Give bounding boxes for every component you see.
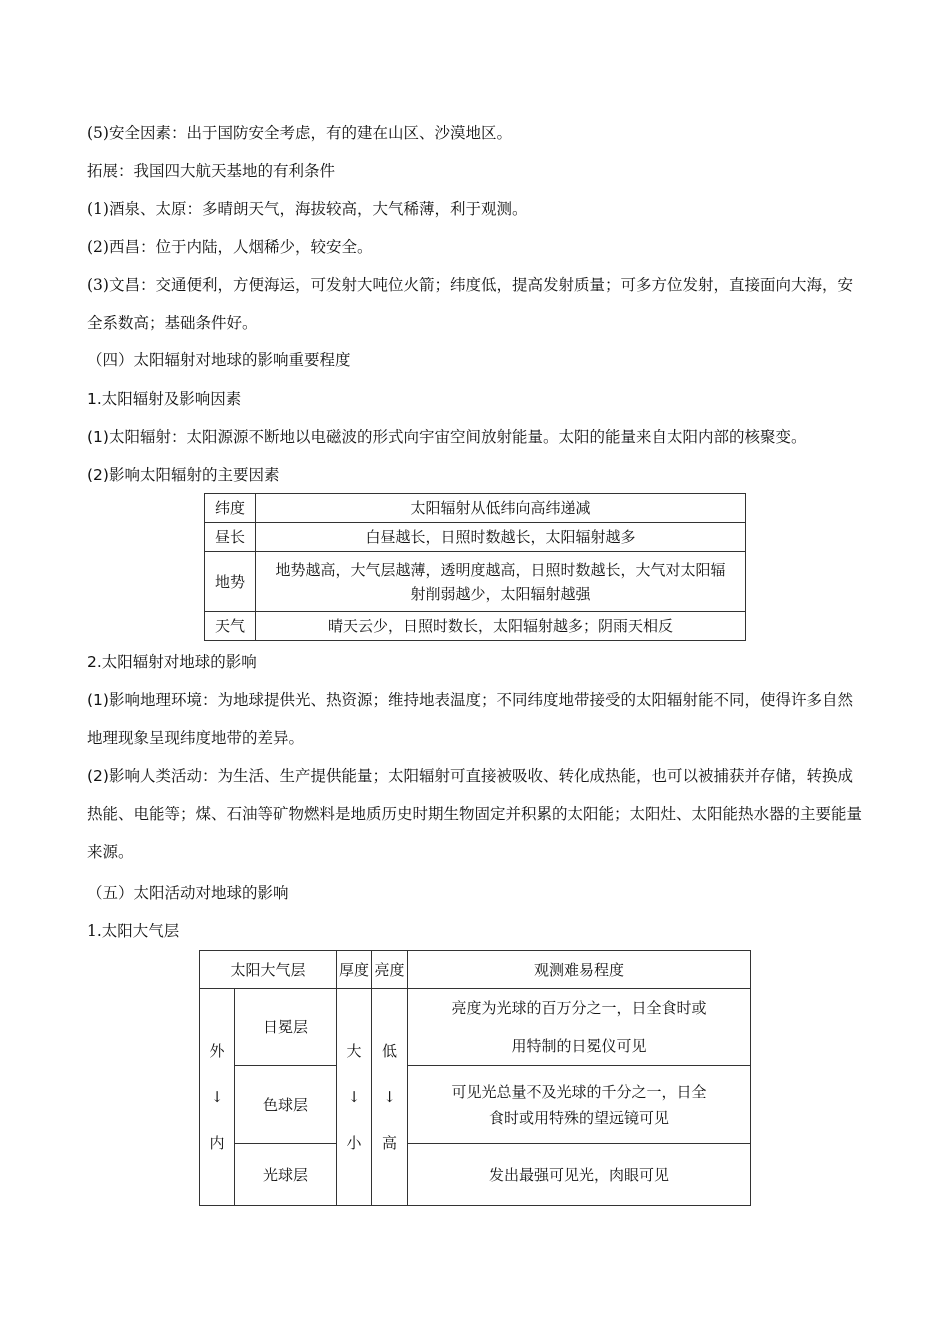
table-row xyxy=(200,989,751,1028)
brightness-top: 低 xyxy=(381,1042,397,1060)
section4-sub1: 1.太阳辐射及影响因素 xyxy=(87,390,242,408)
header-observation: 观测难易程度 xyxy=(408,951,751,989)
observation-line: 可见光总量不及光球的千分之一，日全 xyxy=(451,1082,707,1101)
table-row xyxy=(205,523,746,552)
extension-title: 拓展：我国四大航天基地的有利条件 xyxy=(87,162,336,180)
table-header-row xyxy=(200,951,751,989)
xichang-conditions: (2)西昌：位于内陆，人烟稀少，较安全。 xyxy=(87,238,373,256)
factor-name: 天气 xyxy=(205,612,256,641)
factors-table xyxy=(204,493,746,641)
section5-heading: （五）太阳活动对地球的影响 xyxy=(87,884,289,902)
table-row xyxy=(205,494,746,523)
factor-name: 昼长 xyxy=(205,523,256,552)
order-column xyxy=(200,989,235,1206)
brightness-bottom: 高 xyxy=(381,1134,397,1152)
wenchang-conditions: (3)文昌：交通便利，方便海运，可发射大吨位火箭；纬度低，提高发射质量；可多方位发射，直接面向大海，安全系数高；基础条件好。 xyxy=(87,276,853,332)
order-bottom: 内 xyxy=(209,1134,225,1152)
factor-name: 地势 xyxy=(205,552,256,612)
observation-line: 用特制的日冕仪可见 xyxy=(511,1037,647,1055)
section4-sub2: 2.太阳辐射对地球的影响 xyxy=(87,653,257,671)
order-top: 外 xyxy=(209,1042,225,1060)
table-row xyxy=(200,1066,751,1106)
security-factor: (5)安全因素：出于国防安全考虑，有的建在山区、沙漠地区。 xyxy=(87,124,512,142)
factor-name: 纬度 xyxy=(205,494,256,523)
factor-desc: 白昼越长，日照时数越长，太阳辐射越多 xyxy=(256,523,746,552)
solar-radiation-definition: (1)太阳辐射：太阳源源不断地以电磁波的形式向宇宙空间放射能量。太阳的能量来自太阳内部的核聚变。 xyxy=(87,428,807,446)
jiuquan-conditions: (1)酒泉、太原：多晴朗天气，海拔较高，大气稀薄，利于观测。 xyxy=(87,200,528,218)
factor-desc: 地势越高，大气层越薄，透明度越高，日照时数越长，大气对太阳辐射削弱越少，太阳辐射越强 xyxy=(256,552,746,612)
geo-environment-impact: (1)影响地理环境：为地球提供光、热资源；维持地表温度；不同纬度地带接受的太阳辐射能不同，使得许多自然地理现象呈现纬度地带的差异。 xyxy=(87,691,853,747)
header-layer: 太阳大气层 xyxy=(200,951,337,989)
arrow-down-icon: ↓ xyxy=(347,1088,361,1106)
table-row xyxy=(205,552,746,612)
table-row xyxy=(200,1144,751,1168)
observation-line: 食时或用特殊的望远镜可见 xyxy=(488,1108,669,1127)
header-brightness: 亮度 xyxy=(372,951,408,989)
arrow-down-icon: ↓ xyxy=(210,1088,224,1106)
thickness-top: 大 xyxy=(346,1042,362,1060)
header-thickness: 厚度 xyxy=(337,951,372,989)
thickness-bottom: 小 xyxy=(346,1134,362,1152)
brightness-column xyxy=(372,989,408,1206)
observation-cell xyxy=(408,989,751,1066)
arrow-down-icon: ↓ xyxy=(383,1088,396,1106)
layer-name: 光球层 xyxy=(235,1144,337,1206)
layer-name: 色球层 xyxy=(235,1066,337,1144)
observation-line: 亮度为光球的百万分之一，日全食时或 xyxy=(451,999,707,1017)
factor-desc: 太阳辐射从低纬向高纬递减 xyxy=(256,494,746,523)
section5-sub1: 1.太阳大气层 xyxy=(87,922,180,940)
observation-cell: 发出最强可见光，肉眼可见 xyxy=(408,1144,751,1206)
thickness-column xyxy=(337,989,372,1206)
observation-cell xyxy=(408,1066,751,1144)
factors-title: (2)影响太阳辐射的主要因素 xyxy=(87,466,280,484)
section4-heading: （四）太阳辐射对地球的影响重要程度 xyxy=(87,351,351,369)
human-activity-impact: (2)影响人类活动：为生活、生产提供能量；太阳辐射可直接被吸收、转化成热能，也可以被捕获并存储，转换成热能、电能等；煤、石油等矿物燃料是地质历史时期生物固定并积累的太阳能；太阳灶、太阳能热水器的主要能量来源。 xyxy=(87,767,863,861)
solar-atmosphere-table xyxy=(199,950,751,1206)
layer-name: 日冕层 xyxy=(235,989,337,1066)
table-row xyxy=(205,612,746,641)
factor-desc: 晴天云少，日照时数长，太阳辐射越多；阴雨天相反 xyxy=(256,612,746,641)
